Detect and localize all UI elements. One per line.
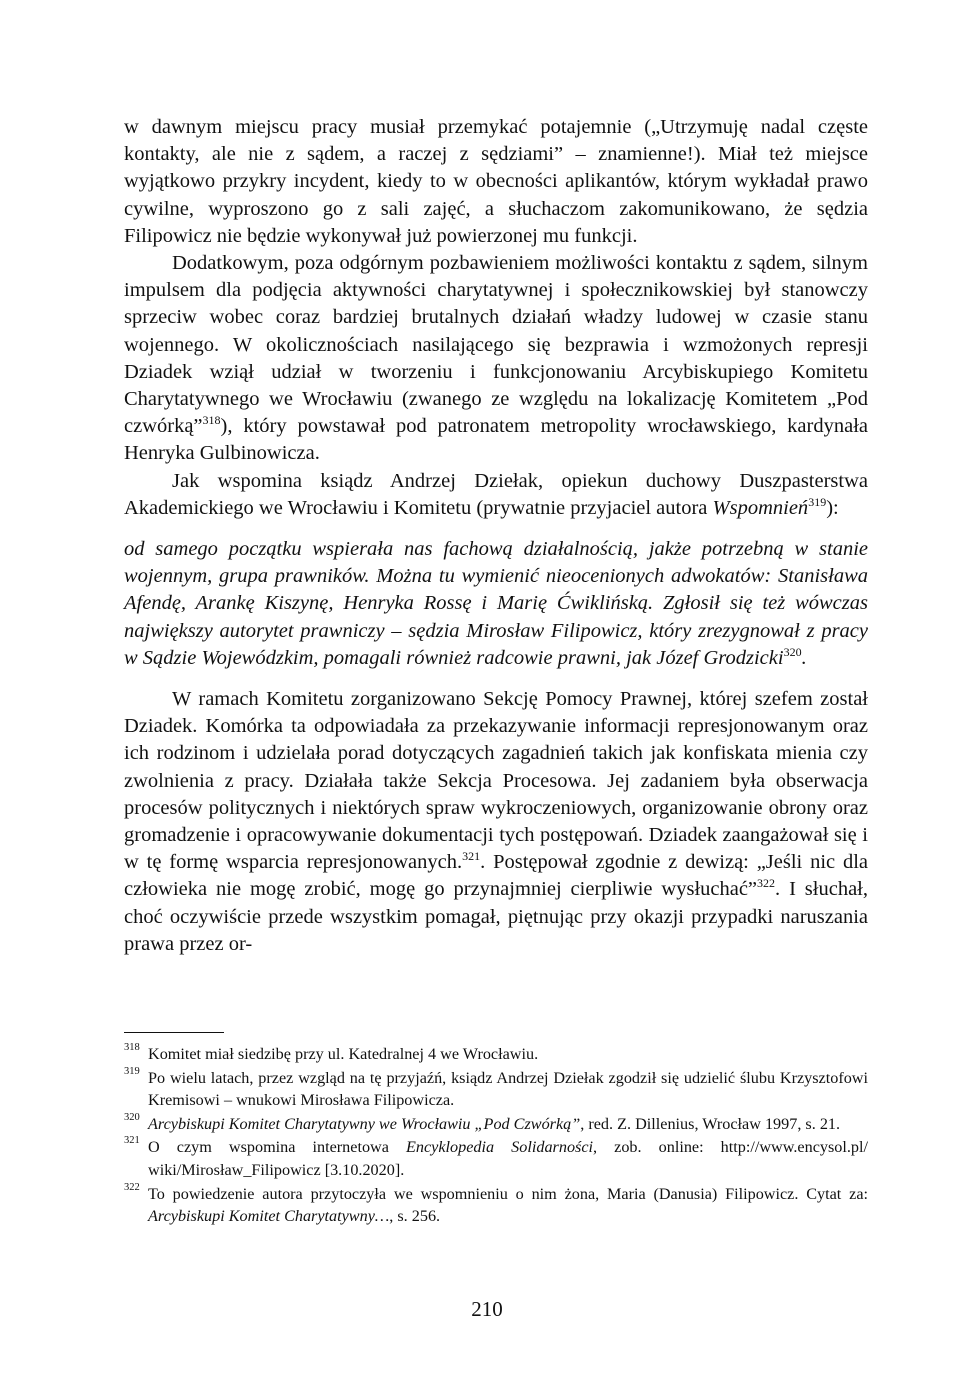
footnote-318 bbox=[124, 1043, 868, 1066]
footnote-text: Po wielu latach, przez wzgląd na tę przyjaźń, ksiądz Andrzej Dziełak zgodził się udzielić ślubu Krzysztofowi Kremisowi – wnukowi Mirosława Filipowicza. bbox=[148, 1068, 868, 1110]
block-quote-end: . bbox=[801, 646, 807, 669]
footnotes bbox=[124, 1032, 868, 1229]
footnote-ref-322[interactable]: 322 bbox=[757, 876, 776, 891]
paragraph-2-text-a: Dodatkowym, poza odgórnym pozbawieniem możliwości kontaktu z sądem, silnym impulsem dla podjęcia aktywności charytatywnej i społecznikowskiej był stanowczy sprzeciw wobec coraz bardziej brutalnych działań władzy ludowej w czasie stanu wojennego. W okolicznościach nasilającego się bezprawia i wzmożonych represji Dziadek wziął udział w tworzeniu i funkcjonowaniu Arcybiskupiego Komitetu Charytatywnego we Wrocławiu (zwanego ze względu na lokalizację Komitetem „Pod czwórką” bbox=[124, 252, 868, 438]
block-quote-text: od samego początku wspierała nas fachową działalnością, jakże potrzebną w stanie wojennym, grupa prawników. Można tu wymienić nieocenionych adwokatów: Stanisława Afendę, Arankę Kiszynę, Henryka Rossę i Marię Ćwiklińską. Zgłosił się też wówczas największy autorytet prawniczy – sędzia Mirosław Filipowicz, który zrezygnował z pracy w Sądzie Wojewódzkim, pomagali również radcowie prawni, jak Józef Grodzicki bbox=[124, 538, 868, 669]
footnote-number: 319 bbox=[124, 1065, 140, 1077]
paragraph-1 bbox=[124, 114, 868, 250]
footnote-321 bbox=[124, 1136, 868, 1181]
footnote-number: 320 bbox=[124, 1111, 140, 1123]
footnote-ref-321[interactable]: 321 bbox=[462, 849, 481, 864]
paragraph-3-text-b: ): bbox=[826, 496, 839, 519]
footnote-text: , red. Z. Dillenius, Wrocław 1997, s. 21. bbox=[580, 1114, 841, 1133]
footnote-text: Komitet miał siedzibę przy ul. Katedralnej 4 we Wrocławiu. bbox=[148, 1045, 539, 1063]
footnote-ref-320[interactable]: 320 bbox=[783, 644, 802, 659]
paragraph-3-text-a: Jak wspomina ksiądz Andrzej Dziełak, opiekun duchowy Duszpasterstwa Akademickiego we Wrocławiu i Komitetu (prywatnie przyjaciel autora bbox=[124, 469, 868, 519]
footnote-number: 318 bbox=[124, 1042, 140, 1053]
footnote-319 bbox=[124, 1067, 868, 1112]
paragraph-4-text-b: . Postępował zgodnie z dewizą: „Jeśli nic dla człowieka nie mogę zrobić, mogę go przynajmniej cierpliwie wysłuchać” bbox=[124, 851, 868, 901]
footnote-title: Arcybiskupi Komitet Charytatywny… bbox=[148, 1207, 390, 1226]
footnote-ref-319[interactable]: 319 bbox=[808, 494, 827, 509]
main-text bbox=[124, 114, 868, 958]
footnote-number: 321 bbox=[124, 1135, 140, 1147]
footnote-separator bbox=[124, 1032, 224, 1033]
paragraph-3 bbox=[124, 468, 868, 522]
paragraph-1-text: w dawnym miejscu pracy musiał przemykać potajemnie („Utrzymuję nadal częste kontakty, ale nie z sądem, a raczej z sędziami” – znamienne!). Miał też miejsce wyjątkowo przykry incydent, kiedy to w obecności aplikantów, którym wykładał prawo cywilne, wyproszono go z sali zajęć, a słuchaczom zakomunikowano, że sędzia Filipowicz nie będzie wykonywał już powierzonej mu funkcji. bbox=[124, 116, 868, 247]
footnote-title: Arcybiskupi Komitet Charytatywny we Wrocławiu „Pod Czwórką” bbox=[148, 1114, 581, 1133]
footnote-title: Encyklopedia Solidarności bbox=[406, 1138, 594, 1157]
paragraph-4 bbox=[124, 686, 868, 958]
footnote-text: , s. 256. bbox=[389, 1207, 441, 1226]
footnote-text-pre: To powiedzenie autora przytoczyła we wspomnieniu o nim żona, Maria (Danusia) Filipowicz. Cytat za: bbox=[148, 1184, 868, 1203]
paragraph-2 bbox=[124, 250, 868, 468]
footnote-ref-318[interactable]: 318 bbox=[202, 413, 221, 428]
footnote-text-pre: O czym wspomina internetowa bbox=[148, 1138, 407, 1157]
paragraph-4-text-c: . I słuchał, choć oczywiście przede wszystkim pomagał, piętnując przy okazji przypadki naruszania prawa przez or- bbox=[124, 878, 868, 955]
footnote-text: , zob. online: http://www.encysol.pl/ wiki/Mirosław_Filipowicz [3.10.2020]. bbox=[148, 1138, 869, 1179]
paragraph-4-text-a: W ramach Komitetu zorganizowano Sekcję Pomocy Prawnej, której szefem został Dziadek. Komórka ta odpowiadała za przekazywanie informacji represjonowanym oraz ich rodzinom i udzielała porad dotyczących zagadnień takich jak konfiskata mienia czy zwolnienia z pracy. Działała także Sekcja Procesowa. Jej zadaniem była obserwacja procesów politycznych i niektórych spraw wykroczeniowych, organizowanie obrony oraz gromadzenie i opracowywanie dokumentacji tych postępowań. Dziadek zaangażował się i w tę formę wsparcia represjonowanych. bbox=[124, 688, 868, 874]
footnote-322 bbox=[124, 1183, 868, 1228]
footnote-number: 322 bbox=[124, 1181, 140, 1193]
footnote-320 bbox=[124, 1113, 868, 1136]
block-quote bbox=[124, 536, 868, 672]
paragraph-2-text-b: ), który powstawał pod patronatem metropolity wrocławskiego, kardynała Henryka Gulbinowicza. bbox=[124, 415, 868, 465]
page-number: 210 bbox=[471, 1297, 503, 1321]
book-title-wspomnien: Wspomnień bbox=[712, 496, 809, 519]
